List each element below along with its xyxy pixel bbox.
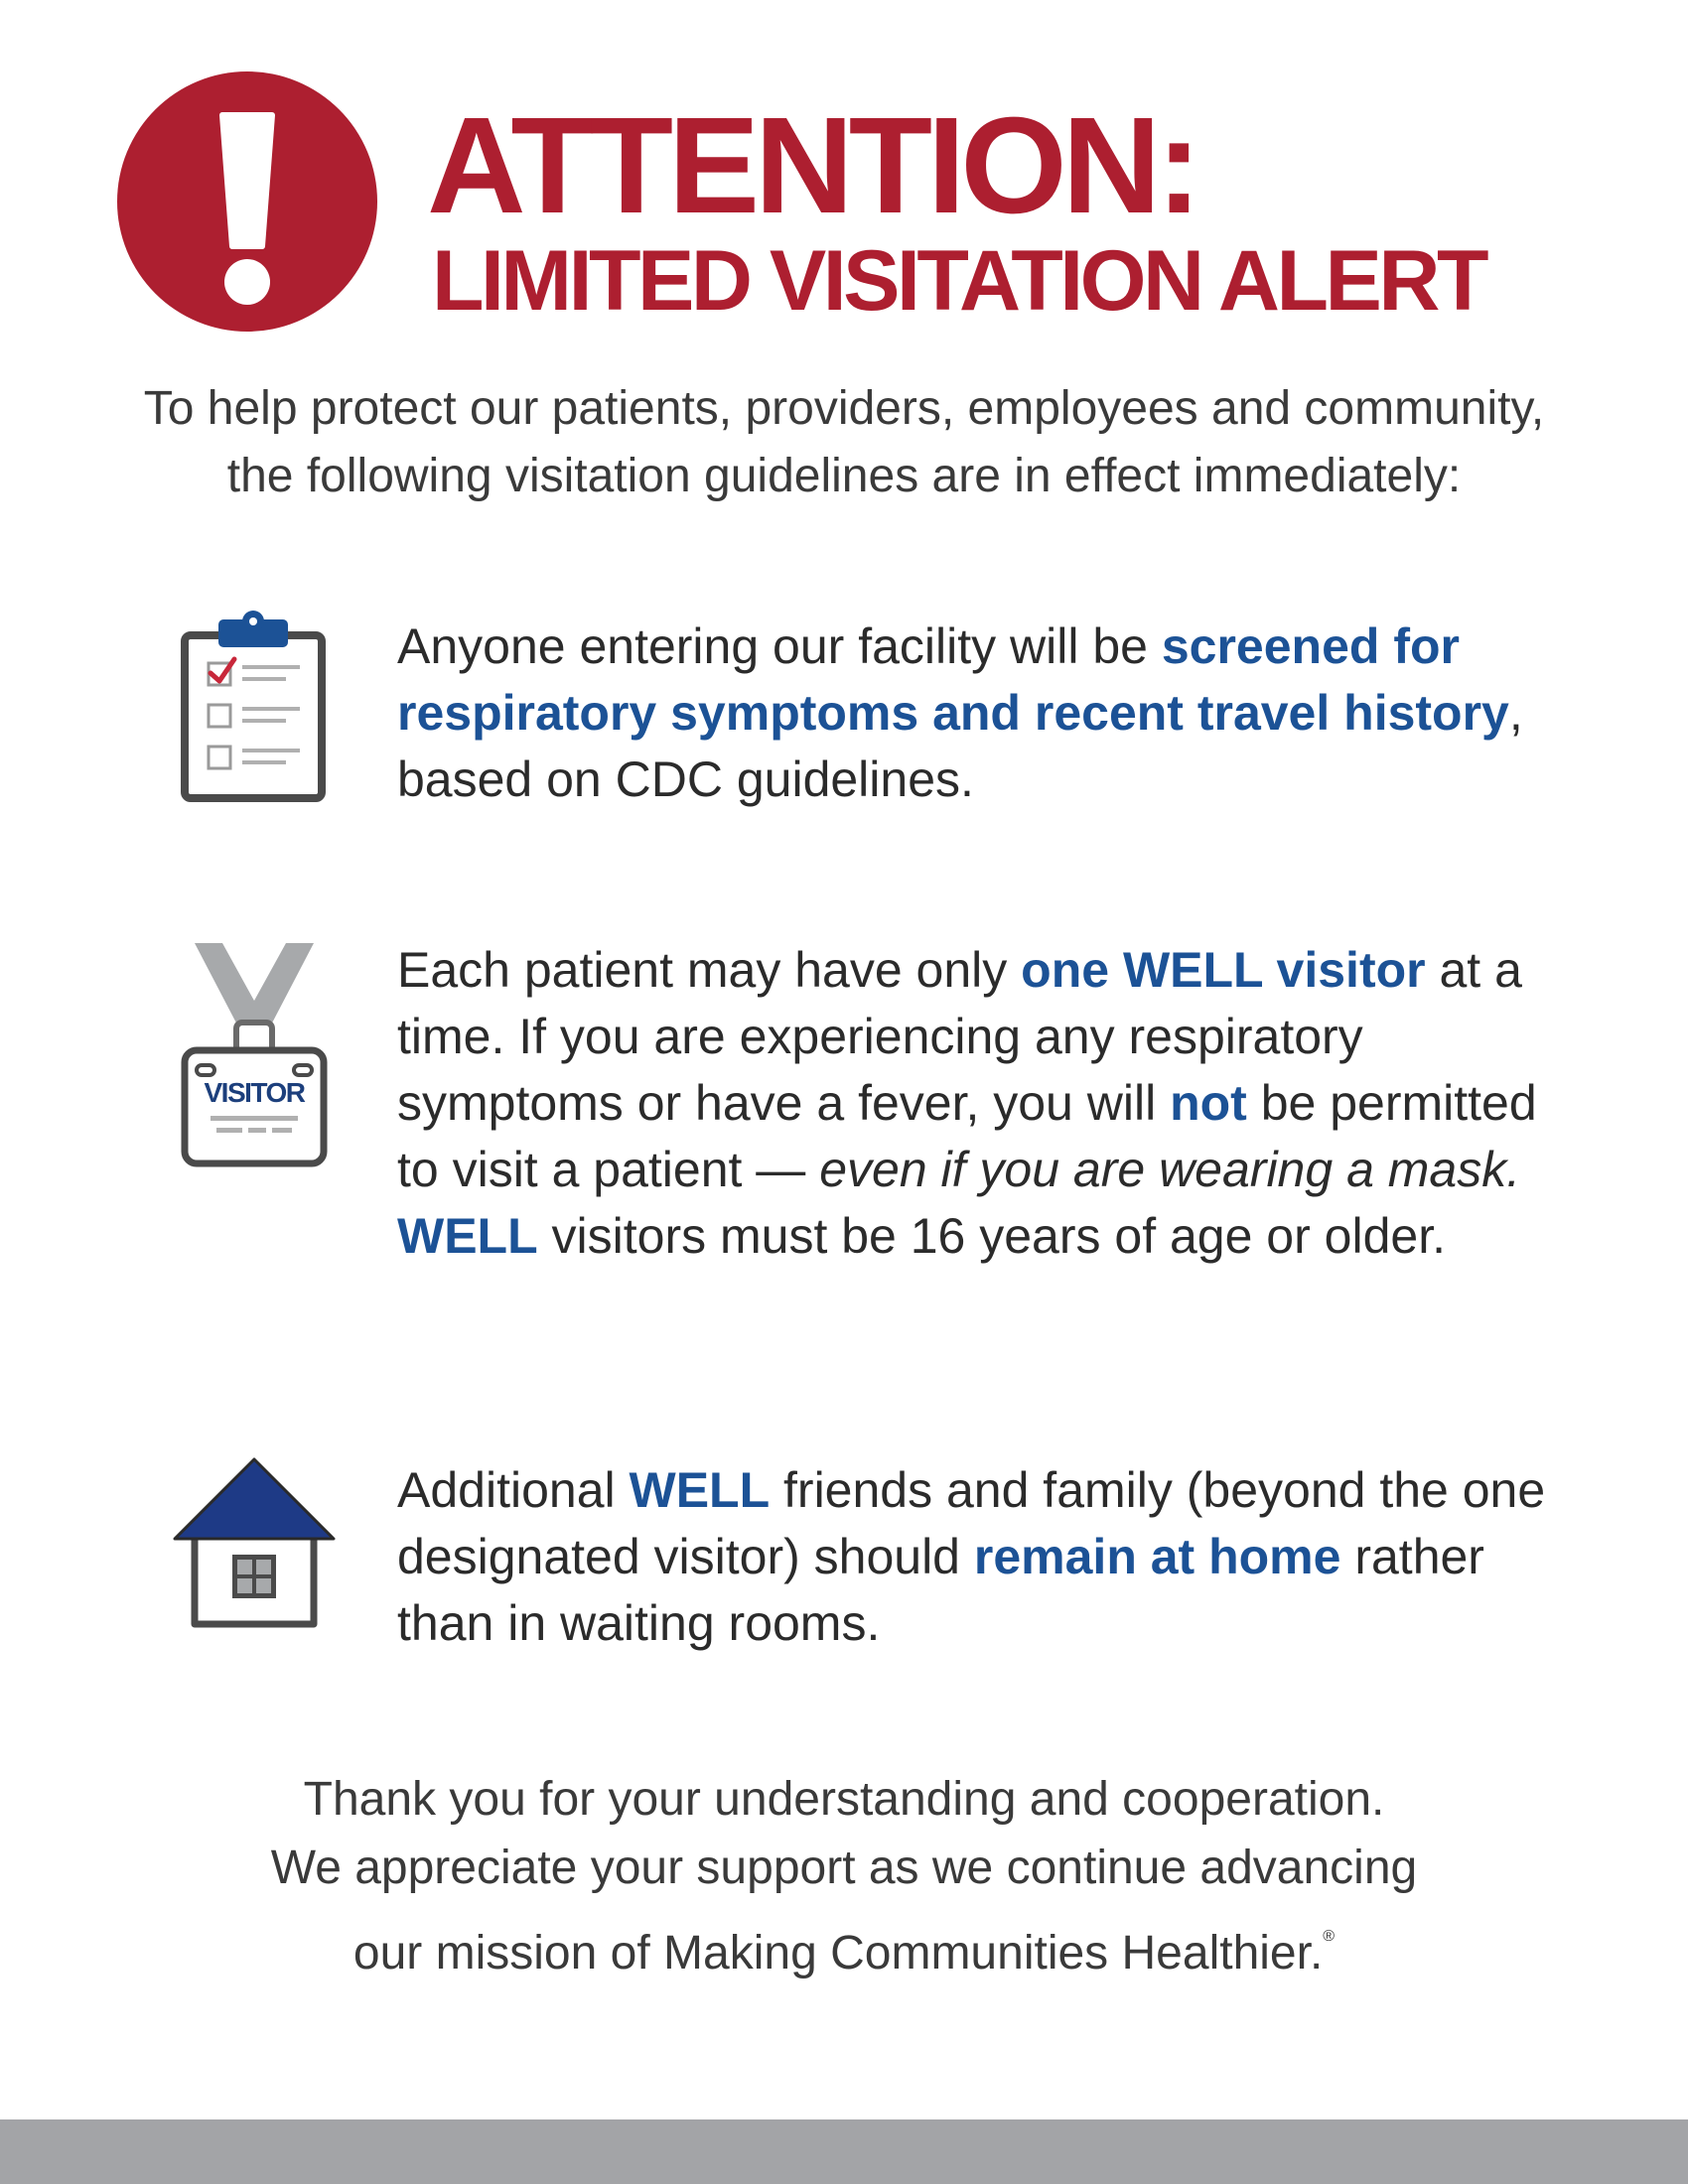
intro-line-2: the following visitation guidelines are in effect immediately:: [226, 450, 1462, 502]
visitor-highlight-well: WELL: [397, 1208, 538, 1264]
alert-subtitle: LIMITED VISITATION ALERT: [432, 233, 1486, 329]
closing-line-3: [0, 1902, 1688, 1987]
clipboard-checklist-icon: [181, 608, 326, 802]
visitor-text-1: Each patient may have only: [397, 942, 1022, 998]
home-highlight-well: WELL: [629, 1462, 771, 1518]
home-text-2: friends and family (beyond the one designated visitor) should: [397, 1462, 1546, 1584]
exclamation-icon: [117, 71, 377, 332]
visitor-italic-mask: even if you are wearing a mask.: [819, 1142, 1521, 1197]
visitor-text-2: at a time. If you are experiencing any respiratory symptoms or have a fever, you will: [397, 942, 1522, 1131]
visitor-badge-icon: [181, 939, 328, 1167]
intro-line-1: To help protect our patients, providers, employees and community,: [143, 382, 1545, 435]
visitor-text-5: visitors must be 16 years of age or older.: [537, 1208, 1446, 1264]
home-highlight-remain: remain at home: [973, 1529, 1341, 1584]
guideline-one-visitor: [397, 937, 1589, 1270]
guideline-screening: [397, 614, 1589, 813]
visitor-highlight-one-well: one WELL visitor: [1021, 942, 1426, 998]
visitor-badge-label: VISITOR: [204, 1077, 305, 1108]
home-text-1: Additional: [397, 1462, 630, 1518]
closing-message: [0, 1765, 1688, 1987]
footer-bar: [0, 2119, 1688, 2184]
closing-line-3-text: our mission of Making Communities Healthier.: [352, 1927, 1324, 1979]
alert-title: ATTENTION:: [427, 89, 1197, 242]
closing-line-1: Thank you for your understanding and cooperation.: [303, 1773, 1385, 1826]
screening-text-1: Anyone entering our facility will be: [397, 618, 1162, 674]
visitor-highlight-not: not: [1170, 1075, 1247, 1131]
screening-text-2: , based on CDC guidelines.: [397, 685, 1523, 807]
closing-line-2: We appreciate your support as we continue advancing: [270, 1842, 1418, 1894]
intro-text: [0, 375, 1688, 510]
home-text-3: rather than in waiting rooms.: [397, 1529, 1484, 1651]
screening-highlight: screened for respiratory symptoms and recent travel history: [397, 618, 1509, 741]
visitor-text-3: be permitted to visit a patient —: [397, 1075, 1537, 1197]
house-icon: [173, 1455, 336, 1632]
registered-mark: ®: [1323, 1928, 1336, 1945]
guideline-remain-home: [397, 1457, 1589, 1657]
